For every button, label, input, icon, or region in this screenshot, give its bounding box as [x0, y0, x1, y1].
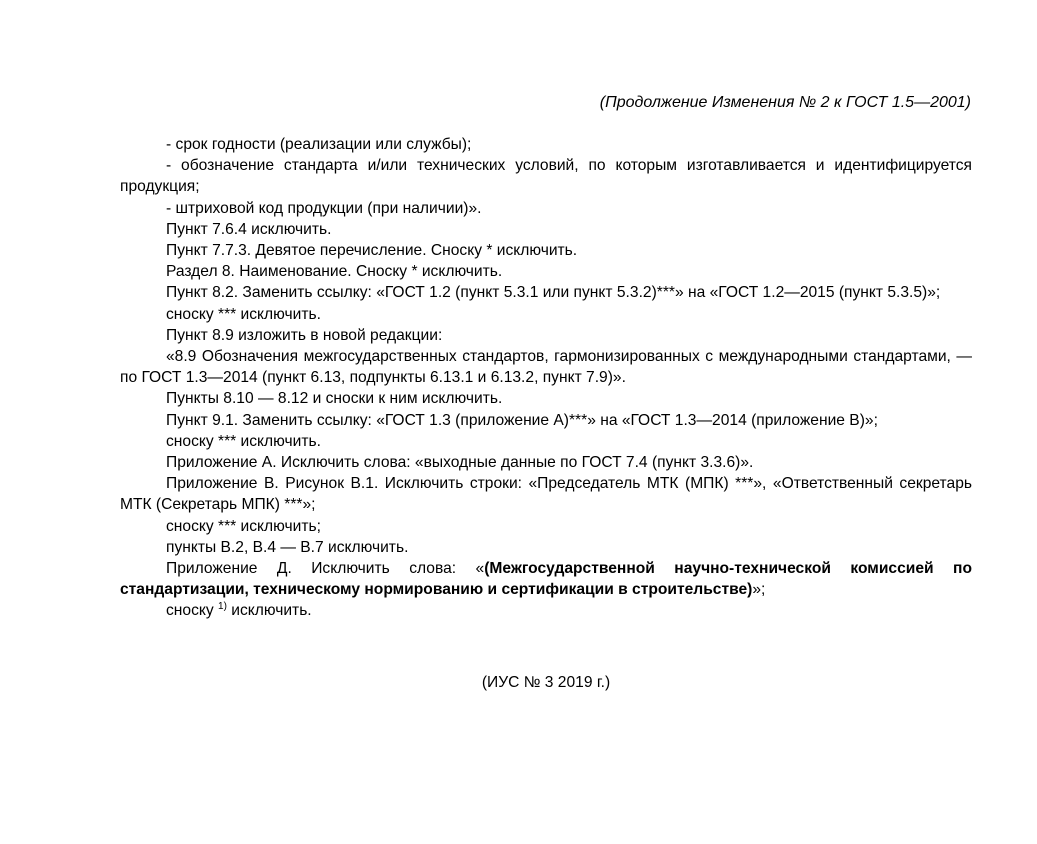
appendix-d-bold-text: (Межгосударственной научно-технической комиссией по стандартизации, техническому нормированию и сертификации в строительстве): [120, 560, 972, 599]
paragraph-8-9-intro: Пункт 8.9 изложить в новой редакции:: [166, 326, 443, 344]
paragraph-7-7-3: Пункт 7.7.3. Девятое перечисление. Сноску * исключить.: [166, 242, 578, 260]
paragraph-footnote-8-2: сноску *** исключить.: [166, 305, 321, 323]
paragraph-appendix-d: [120, 558, 972, 600]
paragraph-footnote-appendix-b: сноску *** исключить;: [166, 517, 321, 535]
paragraph-footnote-9-1: сноску *** исключить.: [166, 432, 321, 450]
paragraph-appendix-b: Приложение В. Рисунок В.1. Исключить строки: «Председатель МТК (МПК) ***», «Ответственный секретарь МТК (Секретарь МПК) ***»;: [120, 475, 972, 514]
paragraph-appendix-a: Приложение А. Исключить слова: «выходные данные по ГОСТ 7.4 (пункт 3.3.6)».: [166, 454, 754, 472]
footnote-after: исключить.: [226, 602, 312, 620]
footnote-superscript: 1): [218, 601, 227, 613]
footnote-before: сноску: [166, 602, 219, 620]
paragraph-8-2: Пункт 8.2. Заменить ссылку: «ГОСТ 1.2 (пункт 5.3.1 или пункт 5.3.2)***» на «ГОСТ 1.2—2015 (пункт 5.3.5)»;: [166, 284, 941, 302]
paragraph-9-1: Пункт 9.1. Заменить ссылку: «ГОСТ 1.3 (приложение А)***» на «ГОСТ 1.3—2014 (приложение В)»;: [166, 411, 878, 429]
paragraph-7-6-4: Пункт 7.6.4 исключить.: [166, 220, 332, 238]
paragraph-8-9-text: «8.9 Обозначения межгосударственных стандартов, гармонизированных с международными стандартами, — по ГОСТ 1.3—2014 (пункт 6.13, подпункты 6.13.1 и 6.13.2, пункт 7.9)».: [120, 348, 972, 387]
continuation-header: (Продолжение Изменения № 2 к ГОСТ 1.5—2001): [599, 94, 971, 111]
paragraph-shelf-life: - срок годности (реализации или службы);: [166, 136, 472, 153]
appendix-d-suffix: »;: [752, 581, 766, 599]
document-body: [120, 134, 972, 622]
paragraph-section-8: Раздел 8. Наименование. Сноску * исключить.: [166, 263, 503, 281]
appendix-d-prefix: Приложение Д. Исключить слова: «: [166, 560, 485, 578]
paragraph-standard-designation: - обозначение стандарта и/или технических условий, по которым изготавливается и идентифицируется продукция;: [120, 157, 972, 196]
paragraph-barcode: - штриховой код продукции (при наличии)».: [166, 199, 482, 217]
paragraph-footnote-1: [120, 600, 972, 621]
paragraph-b2-b7: пункты В.2, В.4 — В.7 исключить.: [166, 538, 409, 556]
issue-footer: (ИУС № 3 2019 г.): [481, 674, 611, 691]
paragraph-8-10-8-12: Пункты 8.10 — 8.12 и сноски к ним исключить.: [166, 390, 503, 408]
